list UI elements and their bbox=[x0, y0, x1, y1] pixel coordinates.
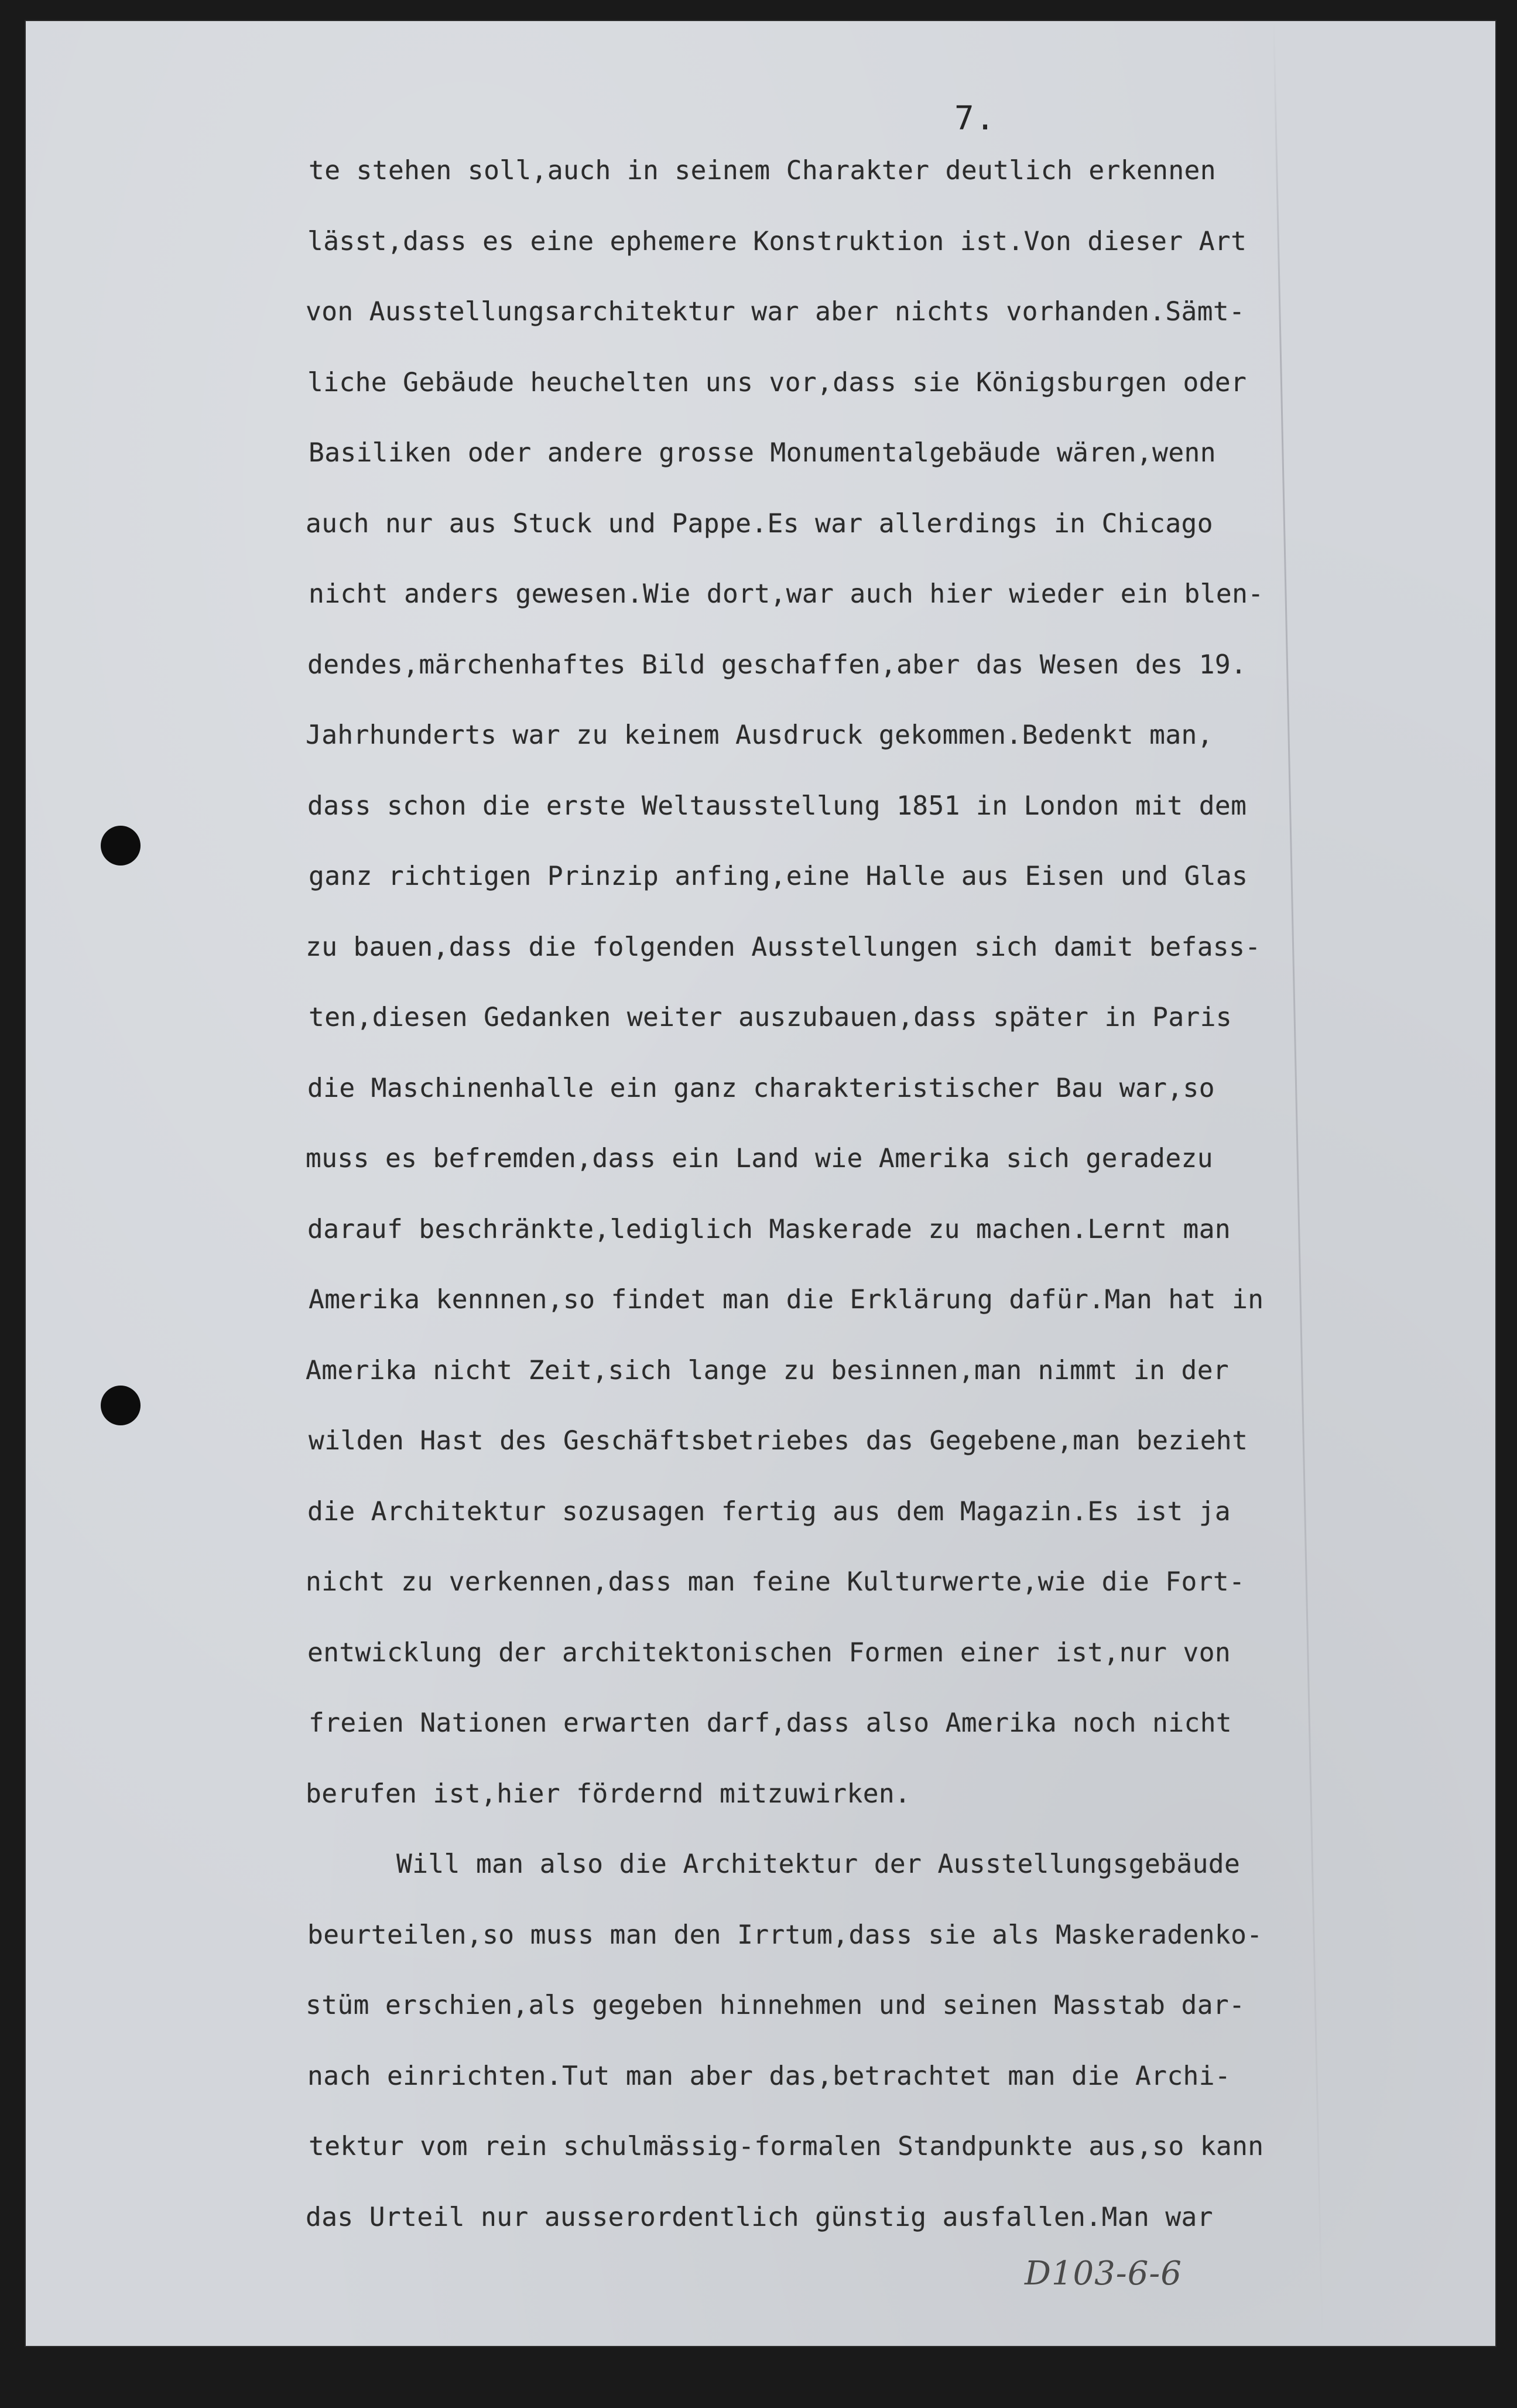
text-line: liche Gebäude heuchelten uns vor,dass sie Königsburgen oder bbox=[307, 367, 1247, 398]
text-line: stüm erschien,als gegeben hinnehmen und seinen Masstab dar- bbox=[306, 1990, 1245, 2020]
text-line: entwicklung der architektonischen Formen einer ist,nur von bbox=[307, 1637, 1231, 1668]
text-line: Jahrhunderts war zu keinem Ausdruck gekommen.Bedenkt man, bbox=[306, 720, 1213, 750]
text-line: beurteilen,so muss man den Irrtum,dass sie als Maskeradenko- bbox=[307, 1920, 1263, 1950]
text-line: von Ausstellungsarchitektur war aber nichts vorhanden.Sämt- bbox=[306, 297, 1245, 327]
text-line: Will man also die Architektur der Ausstellungsgebäude bbox=[396, 1849, 1241, 1879]
punch-hole-icon bbox=[101, 826, 141, 866]
text-line: nicht anders gewesen.Wie dort,war auch hier wieder ein blen- bbox=[309, 579, 1264, 609]
text-line: auch nur aus Stuck und Pappe.Es war allerdings in Chicago bbox=[306, 508, 1213, 539]
text-line: die Maschinenhalle ein ganz charakteristischer Bau war,so bbox=[307, 1073, 1215, 1103]
text-line: zu bauen,dass die folgenden Ausstellungen sich damit befass- bbox=[306, 932, 1261, 962]
text-line: Amerika kennnen,so findet man die Erklärung dafür.Man hat in bbox=[309, 1285, 1264, 1315]
text-line: ten,diesen Gedanken weiter auszubauen,dass später in Paris bbox=[309, 1003, 1232, 1032]
text-line: berufen ist,hier fördernd mitzuwirken. bbox=[306, 1778, 911, 1809]
text-line: muss es befremden,dass ein Land wie Amerika sich geradezu bbox=[306, 1144, 1213, 1174]
text-line: die Architektur sozusagen fertig aus dem Magazin.Es ist ja bbox=[307, 1496, 1231, 1527]
text-line: freien Nationen erwarten darf,dass also Amerika noch nicht bbox=[309, 1708, 1232, 1738]
text-line: tektur vom rein schulmässig-formalen Standpunkte aus,so kann bbox=[309, 2132, 1264, 2161]
text-line: Amerika nicht Zeit,sich lange zu besinnen,man nimmt in der bbox=[306, 1355, 1230, 1386]
typed-text-body bbox=[307, 136, 1432, 2253]
punch-hole-icon bbox=[101, 1386, 141, 1425]
page-number: 7. bbox=[954, 100, 997, 138]
text-line: ganz richtigen Prinzip anfing,eine Halle aus Eisen und Glas bbox=[309, 861, 1248, 891]
text-line: darauf beschränkte,lediglich Maskerade zu machen.Lernt man bbox=[307, 1214, 1231, 1244]
text-line: nicht zu verkennen,dass man feine Kulturwerte,wie die Fort- bbox=[306, 1567, 1245, 1597]
text-line: dendes,märchenhaftes Bild geschaffen,aber das Wesen des 19. bbox=[307, 649, 1247, 680]
text-line: te stehen soll,auch in seinem Charakter deutlich erkennen bbox=[309, 156, 1216, 186]
text-line: wilden Hast des Geschäftsbetriebes das Gegebene,man bezieht bbox=[309, 1426, 1248, 1456]
text-line: nach einrichten.Tut man aber das,betrachtet man die Archi- bbox=[307, 2061, 1231, 2091]
text-line: lässt,dass es eine ephemere Konstruktion ist.Von dieser Art bbox=[307, 226, 1247, 256]
text-line: dass schon die erste Weltausstellung 1851 in London mit dem bbox=[307, 791, 1247, 821]
archive-mark: D103-6-6 bbox=[1025, 2255, 1182, 2293]
text-line: Basiliken oder andere grosse Monumentalgebäude wären,wenn bbox=[309, 438, 1216, 468]
text-line: das Urteil nur ausserordentlich günstig ausfallen.Man war bbox=[306, 2202, 1213, 2232]
